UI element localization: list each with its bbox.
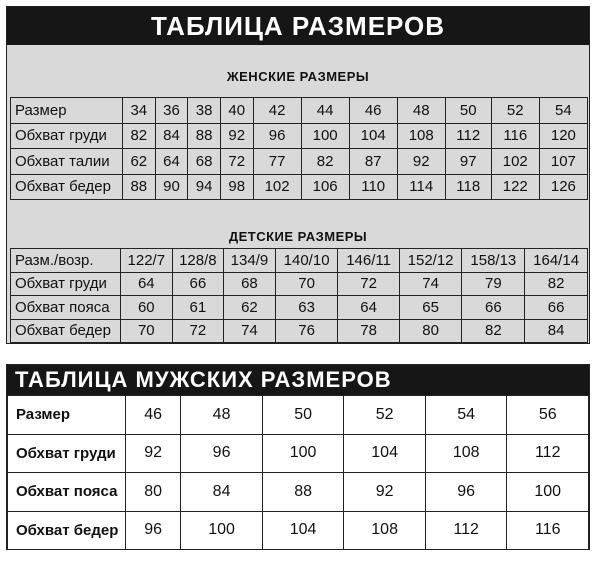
table-cell: 46: [126, 396, 181, 435]
table-cell: 100: [507, 473, 589, 512]
table-cell: 146/11: [338, 249, 399, 273]
table-cell: 134/9: [224, 249, 276, 273]
table-cell: 88: [123, 174, 156, 200]
table-cell: 66: [525, 296, 588, 320]
table-cell: 96: [181, 434, 263, 473]
table-cell: 82: [123, 123, 156, 149]
table-cell: 74: [224, 319, 276, 343]
table-cell: 108: [425, 434, 507, 473]
table-cell: 104: [344, 434, 426, 473]
table-cell: 44: [301, 98, 349, 124]
table-cell: 122: [491, 174, 539, 200]
table-cell: 114: [397, 174, 445, 200]
row-label: Обхват пояса: [8, 473, 126, 512]
row-label: Обхват бедер: [11, 174, 123, 200]
table-row: [11, 272, 588, 296]
men-sizes-table: [7, 395, 589, 550]
table-cell: 140/10: [275, 249, 338, 273]
table-cell: 72: [220, 149, 253, 175]
table-cell: 76: [275, 319, 338, 343]
table-cell: 82: [525, 272, 588, 296]
row-label: Обхват груди: [11, 272, 121, 296]
table-cell: 120: [539, 123, 587, 149]
table-cell: 34: [123, 98, 156, 124]
table-cell: 80: [126, 473, 181, 512]
table-row: [8, 396, 589, 435]
women-sizes-heading: ЖЕНСКИЕ РАЗМЕРЫ: [226, 69, 370, 84]
table-cell: 36: [155, 98, 188, 124]
table-cell: 112: [425, 511, 507, 550]
table-cell: 50: [262, 396, 344, 435]
table-cell: 87: [349, 149, 397, 175]
table-cell: 96: [126, 511, 181, 550]
table-cell: 40: [220, 98, 253, 124]
row-label: Размер: [8, 396, 126, 435]
table-cell: 110: [349, 174, 397, 200]
table-row: [11, 149, 588, 175]
table-cell: 98: [220, 174, 253, 200]
table-cell: 90: [155, 174, 188, 200]
women-sizes-table: [10, 97, 588, 200]
kids-sizes-heading: ДЕТСКИЕ РАЗМЕРЫ: [228, 229, 368, 244]
row-label: Обхват бедер: [11, 319, 121, 343]
table-cell: 88: [188, 123, 221, 149]
table-cell: 42: [253, 98, 301, 124]
table-cell: 152/12: [399, 249, 462, 273]
men-size-chart-panel: [6, 364, 590, 550]
table-cell: 84: [181, 473, 263, 512]
table-cell: 82: [301, 149, 349, 175]
table-cell: 92: [397, 149, 445, 175]
table-cell: 68: [188, 149, 221, 175]
table-cell: 66: [172, 272, 224, 296]
table-cell: 126: [539, 174, 587, 200]
table-cell: 52: [491, 98, 539, 124]
row-label: Обхват бедер: [8, 511, 126, 550]
table-cell: 72: [172, 319, 224, 343]
table-cell: 158/13: [462, 249, 525, 273]
table-row: [11, 98, 588, 124]
table-cell: 104: [349, 123, 397, 149]
table-cell: 104: [262, 511, 344, 550]
table-cell: 62: [123, 149, 156, 175]
table-cell: 94: [188, 174, 221, 200]
table-row: [11, 123, 588, 149]
table-cell: 100: [301, 123, 349, 149]
row-label: Размер: [11, 98, 123, 124]
table-cell: 61: [172, 296, 224, 320]
kids-sizes-table: [10, 248, 588, 343]
table-cell: 107: [539, 149, 587, 175]
table-cell: 63: [275, 296, 338, 320]
row-label: Обхват пояса: [11, 296, 121, 320]
table-cell: 50: [445, 98, 491, 124]
table-cell: 72: [338, 272, 399, 296]
table-cell: 106: [301, 174, 349, 200]
table-cell: 80: [399, 319, 462, 343]
table-cell: 116: [491, 123, 539, 149]
table-cell: 97: [445, 149, 491, 175]
table-cell: 112: [445, 123, 491, 149]
size-chart-panel: [6, 6, 590, 344]
table-cell: 54: [425, 396, 507, 435]
table-cell: 66: [462, 296, 525, 320]
table-cell: 74: [399, 272, 462, 296]
table-cell: 65: [399, 296, 462, 320]
table-row: [8, 434, 589, 473]
table-cell: 92: [344, 473, 426, 512]
table-cell: 54: [539, 98, 587, 124]
table-cell: 52: [344, 396, 426, 435]
table-cell: 68: [224, 272, 276, 296]
table-cell: 164/14: [525, 249, 588, 273]
table-cell: 48: [181, 396, 263, 435]
table-row: [11, 319, 588, 343]
row-label: Обхват талии: [11, 149, 123, 175]
table-row: [11, 296, 588, 320]
table-cell: 100: [262, 434, 344, 473]
table-cell: 77: [253, 149, 301, 175]
table-cell: 108: [344, 511, 426, 550]
table-cell: 122/7: [121, 249, 173, 273]
table-cell: 48: [397, 98, 445, 124]
size-chart-title: ТАБЛИЦА РАЗМЕРОВ: [7, 7, 589, 45]
table-cell: 92: [220, 123, 253, 149]
table-cell: 84: [525, 319, 588, 343]
table-cell: 112: [507, 434, 589, 473]
table-cell: 46: [349, 98, 397, 124]
table-cell: 64: [338, 296, 399, 320]
table-cell: 56: [507, 396, 589, 435]
table-cell: 84: [155, 123, 188, 149]
table-row: [8, 511, 589, 550]
table-cell: 38: [188, 98, 221, 124]
table-cell: 70: [121, 319, 173, 343]
table-cell: 64: [121, 272, 173, 296]
table-cell: 96: [425, 473, 507, 512]
table-row: [11, 174, 588, 200]
table-cell: 60: [121, 296, 173, 320]
table-cell: 96: [253, 123, 301, 149]
table-cell: 64: [155, 149, 188, 175]
table-cell: 118: [445, 174, 491, 200]
row-label: Обхват груди: [8, 434, 126, 473]
table-cell: 102: [253, 174, 301, 200]
row-label: Разм./возр.: [11, 249, 121, 273]
table-row: [8, 473, 589, 512]
table-cell: 78: [338, 319, 399, 343]
men-size-chart-title: ТАБЛИЦА МУЖСКИХ РАЗМЕРОВ: [7, 365, 589, 395]
table-cell: 88: [262, 473, 344, 512]
table-cell: 108: [397, 123, 445, 149]
table-cell: 116: [507, 511, 589, 550]
table-cell: 70: [275, 272, 338, 296]
table-cell: 79: [462, 272, 525, 296]
table-cell: 62: [224, 296, 276, 320]
table-cell: 92: [126, 434, 181, 473]
row-label: Обхват груди: [11, 123, 123, 149]
table-cell: 100: [181, 511, 263, 550]
table-cell: 102: [491, 149, 539, 175]
table-cell: 82: [462, 319, 525, 343]
table-row: [11, 249, 588, 273]
table-cell: 128/8: [172, 249, 224, 273]
